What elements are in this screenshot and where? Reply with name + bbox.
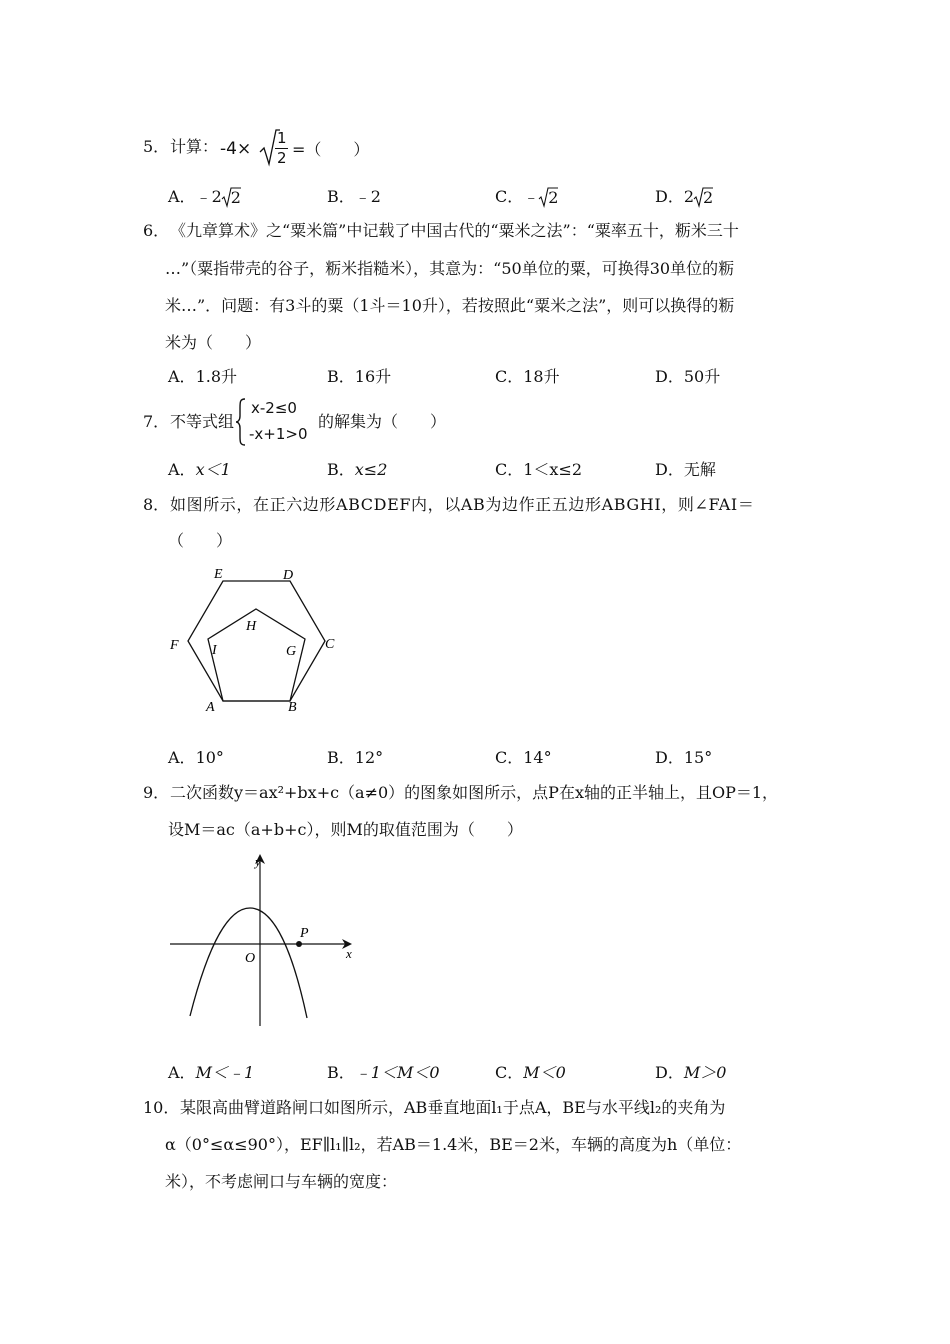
q9-option-d (655, 1063, 726, 1083)
q8-option-d (655, 748, 712, 768)
q8-number: 8． (143, 495, 170, 514)
q8-option-b-label: B． (327, 748, 355, 767)
q7-option-b-value: x≤2 (354, 460, 388, 479)
q5-option-c-sqrt (539, 187, 559, 207)
q7-inequality-1: x-2≤0 (251, 399, 297, 417)
q10-line-1: 某限高曲臂道路闸口如图所示，AB垂直地面l₁于点A，BE与水平线l₂的夹角为 (180, 1098, 726, 1117)
label-h: H (246, 619, 257, 634)
q7-option-b (327, 460, 387, 480)
q6-number: 6． (143, 221, 170, 240)
q5-numerator: 1 (277, 129, 287, 147)
q6-line-4: 米为（ ） (165, 333, 262, 352)
q9-option-b-value: ﹣1＜M＜0 (354, 1063, 440, 1082)
q5-number: 5． (143, 137, 170, 156)
label-f: F (170, 638, 179, 653)
label-i: I (212, 643, 217, 658)
q10-number: 10． (143, 1098, 180, 1117)
q9-option-a-value: M＜﹣1 (195, 1063, 255, 1082)
q5-stem: 计算： (170, 137, 219, 156)
label-p: P (300, 926, 309, 941)
q7-option-d-value: 无解 (683, 460, 716, 479)
q5-option-c-label: C． (495, 187, 524, 206)
q9-option-c-label: C． (495, 1063, 524, 1082)
q7-number: 7． (143, 412, 170, 431)
q9-option-b (327, 1063, 440, 1083)
q6-option-d (655, 367, 720, 387)
q10-line-2: α（0°≤α≤90°），EF∥l₁∥l₂，若AB＝1.4米，BE＝2米，车辆的高度为h（单位： (165, 1135, 742, 1154)
q5-coefficient: -4× (220, 139, 252, 159)
q5-option-c (495, 187, 559, 207)
q5-option-a-sqrt (222, 187, 242, 207)
q5-option-a-label: A． (168, 187, 196, 206)
q6-option-a (168, 367, 237, 387)
q7-option-b-label: B． (327, 460, 355, 479)
q8-option-d-value: 15° (683, 748, 713, 767)
q10-line-3: 米），不考虑闸口与车辆的宽度： (165, 1172, 398, 1191)
q8-option-d-label: D． (655, 748, 684, 767)
q6-option-d-label: D． (655, 367, 684, 386)
q6-line-3: 米…”．问题：有3斗的粟（1斗＝10升），若按照此“粟米之法”，则可以换得的粝 (165, 296, 735, 315)
q8-line-1: 如图所示，在正六边形ABCDEF内，以AB为边作正五边形ABGHI，则∠FAI＝ (170, 495, 755, 514)
label-b: B (288, 700, 297, 715)
q7-option-c-label: C． (495, 460, 524, 479)
q9-parabola-figure (160, 848, 380, 1038)
q5-option-d (655, 187, 714, 207)
q9-number: 9． (143, 783, 170, 802)
q9-option-a-label: A． (168, 1063, 196, 1082)
q6-option-c-value: 18升 (523, 367, 560, 386)
q8-option-b-value: 12° (354, 748, 384, 767)
q5-math-expression (220, 128, 380, 168)
q5-option-d-value: 2 (683, 187, 695, 206)
q6-line-2: …”（粟指带壳的谷子，粝米指糙米），其意为：“50单位的粟，可换得30单位的粝 (165, 259, 735, 278)
q9-line-1: 二次函数y＝ax²+bx+c（a≠0）的图象如图所示，点P在x轴的正半轴上，且OP＝1， (170, 783, 779, 802)
label-y: y (255, 854, 261, 869)
q5-option-a (168, 187, 242, 207)
q7-brace (235, 398, 247, 446)
q7-stem: 不等式组 (170, 412, 235, 431)
q5-option-b-label: B． (327, 187, 355, 206)
q8-option-c-label: C． (495, 748, 524, 767)
label-a: A (206, 700, 215, 715)
point-p (296, 941, 302, 947)
q5-option-b (327, 187, 381, 207)
q5-option-c-value: ﹣ (523, 187, 540, 206)
q6-option-c (495, 367, 560, 387)
q8-line-2: （ ） (168, 531, 233, 550)
label-d: D (283, 568, 294, 583)
q6-option-b-value: 16升 (354, 367, 392, 386)
q7-option-d-label: D． (655, 460, 684, 479)
q5-option-d-label: D． (655, 187, 684, 206)
q9-option-c (495, 1063, 566, 1083)
q8-option-a-value: 10° (195, 748, 224, 767)
q9-option-c-value: M＜0 (523, 1063, 566, 1082)
q6-option-d-value: 50升 (683, 367, 721, 386)
q9-option-d-value: M＞0 (683, 1063, 727, 1082)
q6-option-b-label: B． (327, 367, 355, 386)
q7-option-a-value: x＜1 (195, 460, 231, 479)
q7-inequality-2: -x+1>0 (249, 425, 308, 443)
label-g: G (286, 644, 297, 659)
q5-option-d-sqrt (694, 187, 714, 207)
q5-option-a-value: ﹣2 (195, 187, 222, 206)
q6-option-b (327, 367, 391, 387)
label-x: x (346, 946, 352, 961)
label-e: E (214, 567, 223, 582)
q7-option-d (655, 460, 716, 480)
q8-option-a (168, 748, 224, 768)
q6-option-a-label: A． (168, 367, 196, 386)
label-o: O (245, 951, 256, 966)
q7-option-a (168, 460, 231, 480)
q8-option-b (327, 748, 383, 768)
q7-tail: 的解集为（ ） (318, 412, 447, 431)
q5-denominator: 2 (277, 149, 287, 167)
q9-option-d-label: D． (655, 1063, 684, 1082)
q6-option-a-value: 1.8升 (195, 367, 238, 386)
q9-option-b-label: B． (327, 1063, 355, 1082)
q5-option-b-value: ﹣2 (354, 187, 381, 206)
q6-line-1: 《九章算术》之“粟米篇”中记载了中国古代的“粟米之法”：“粟率五十，粝米三十 (170, 221, 739, 240)
q7-option-c-value: 1＜x≤2 (523, 460, 583, 479)
q8-option-c-value: 14° (523, 748, 552, 767)
q9-line-2: 设M＝ac（a+b+c），则M的取值范围为（ ） (168, 820, 523, 839)
label-c: C (325, 637, 335, 652)
q8-option-a-label: A． (168, 748, 196, 767)
q5-option-d-radicand: 2 (703, 188, 714, 207)
q6-option-c-label: C． (495, 367, 524, 386)
q7-option-c (495, 460, 582, 480)
q8-option-c (495, 748, 552, 768)
q7-option-a-label: A． (168, 460, 196, 479)
q9-option-a (168, 1063, 254, 1083)
q8-hexagon-figure (160, 560, 360, 720)
q5-option-a-radicand: 2 (230, 188, 241, 207)
q5-option-c-radicand: 2 (548, 188, 559, 207)
q5-tail: =（ ） (292, 140, 370, 159)
